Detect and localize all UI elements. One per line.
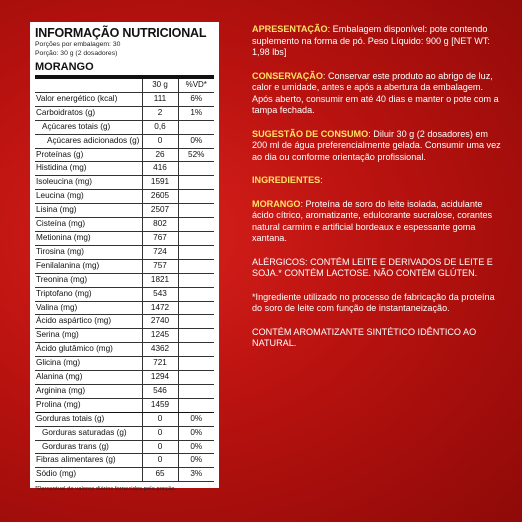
nutrient-amount: 1472 bbox=[142, 301, 178, 315]
nutrient-amount: 1591 bbox=[142, 176, 178, 190]
nutrient-vd bbox=[178, 315, 214, 329]
nutrient-vd bbox=[178, 343, 214, 357]
apresentacao-text: : Embalagem disponível: pote contendo suplemento na forma de pó. Peso Líquido: 900 g [NET WT: 1,98 lbs] bbox=[252, 24, 490, 57]
nutrient-amount: 767 bbox=[142, 231, 178, 245]
nutrient-vd bbox=[178, 329, 214, 343]
footnote: *Percentual de valores diários fornecidos pela porção. bbox=[35, 486, 177, 493]
nutrition-row bbox=[35, 259, 214, 273]
nutrition-row bbox=[35, 273, 214, 287]
nutrient-vd: 0% bbox=[178, 134, 214, 148]
apresentacao-paragraph bbox=[252, 24, 502, 59]
apresentacao-label: APRESENTAÇÃO bbox=[252, 24, 328, 34]
nutrition-row bbox=[35, 440, 214, 454]
nutrient-label: Valina (mg) bbox=[35, 301, 142, 315]
nutrient-label: Fenilalanina (mg) bbox=[35, 259, 142, 273]
nutrient-amount: 2507 bbox=[142, 204, 178, 218]
nutrient-label: Cisteína (mg) bbox=[35, 218, 142, 232]
morango-paragraph bbox=[252, 199, 502, 245]
nutrient-vd: 0% bbox=[178, 440, 214, 454]
table-header-row bbox=[35, 79, 214, 92]
header-vd: %VD* bbox=[178, 79, 214, 92]
nutrition-row bbox=[35, 245, 214, 259]
nutrient-vd bbox=[178, 218, 214, 232]
nutrition-row bbox=[35, 398, 214, 412]
conservacao-text: : Conservar este produto ao abrigo de luz, calor e umidade, antes e após a abertura da embalagem. Após aberto, consumir em até 40 dias e manter o pote com a tampa fechada. bbox=[252, 70, 499, 115]
nutrition-row bbox=[35, 426, 214, 440]
nutrient-label: Ácido aspártico (mg) bbox=[35, 315, 142, 329]
nutrient-vd bbox=[178, 384, 214, 398]
nutrient-vd bbox=[178, 398, 214, 412]
nutrient-label: Tirosina (mg) bbox=[35, 245, 142, 259]
nutrient-amount: 416 bbox=[142, 162, 178, 176]
nutrient-vd bbox=[178, 245, 214, 259]
nutrient-vd bbox=[178, 204, 214, 218]
nutrient-amount: 546 bbox=[142, 384, 178, 398]
nutrient-amount: 111 bbox=[142, 92, 178, 106]
nutrient-amount: 2 bbox=[142, 106, 178, 120]
nutrient-amount: 65 bbox=[142, 468, 178, 482]
nutrient-label: Açúcares totais (g) bbox=[35, 120, 142, 134]
nutrient-vd bbox=[178, 287, 214, 301]
nutrient-amount: 0 bbox=[142, 440, 178, 454]
nutrient-vd: 0% bbox=[178, 426, 214, 440]
nutrient-amount: 543 bbox=[142, 287, 178, 301]
nutrient-amount: 721 bbox=[142, 357, 178, 371]
nutrient-label: Valor energético (kcal) bbox=[35, 92, 142, 106]
nutrient-amount: 4362 bbox=[142, 343, 178, 357]
nutrient-label: Metionina (mg) bbox=[35, 231, 142, 245]
ingredientes-label: INGREDIENTES bbox=[252, 175, 321, 185]
nutrient-amount: 1245 bbox=[142, 329, 178, 343]
nutrition-facts-panel bbox=[30, 22, 219, 493]
servings-per-package: Porções por embalagem: 30 bbox=[35, 41, 121, 48]
flavor-name: MORANGO bbox=[35, 61, 94, 73]
nutrition-row bbox=[35, 315, 214, 329]
nutrient-label: Açúcares adicionados (g) bbox=[35, 134, 142, 148]
nutrition-row bbox=[35, 106, 214, 120]
nutrition-row bbox=[35, 412, 214, 426]
nutrition-row bbox=[35, 218, 214, 232]
nutrient-label: Alanina (mg) bbox=[35, 371, 142, 385]
nutrient-label: Treonina (mg) bbox=[35, 273, 142, 287]
conservacao-paragraph bbox=[252, 71, 502, 117]
nutrition-table bbox=[35, 79, 214, 482]
nutrition-row bbox=[35, 231, 214, 245]
nutrition-row bbox=[35, 468, 214, 482]
nutrition-title: INFORMAÇÃO NUTRICIONAL bbox=[35, 26, 207, 40]
nutrition-row bbox=[35, 343, 214, 357]
nutrient-label: Fibras alimentares (g) bbox=[35, 454, 142, 468]
nutrition-row bbox=[35, 176, 214, 190]
header-blank bbox=[35, 79, 142, 92]
nutrient-amount: 802 bbox=[142, 218, 178, 232]
nutrient-label: Carboidratos (g) bbox=[35, 106, 142, 120]
nutrient-label: Ácido glutâmico (mg) bbox=[35, 343, 142, 357]
nutrition-row bbox=[35, 120, 214, 134]
nutrient-vd bbox=[178, 357, 214, 371]
nutrient-label: Arginina (mg) bbox=[35, 384, 142, 398]
alergicos-paragraph: ALÉRGICOS: CONTÉM LEITE E DERIVADOS DE LEITE E SOJA.* CONTÉM LACTOSE. NÃO CONTÉM GLÚTEN. bbox=[252, 256, 493, 278]
morango-label: MORANGO bbox=[252, 198, 301, 209]
morango-text: : Proteína de soro do leite isolada, acidulante ácido cítrico, aromatizante, edulcorante sucralose, corantes natural carmim e artificial bordeaux e espessante goma xantana. bbox=[252, 198, 493, 243]
nutrient-vd bbox=[178, 259, 214, 273]
sugestao-paragraph bbox=[252, 129, 502, 164]
nutrient-amount: 1821 bbox=[142, 273, 178, 287]
nutrient-label: Glicina (mg) bbox=[35, 357, 142, 371]
nutrient-vd bbox=[178, 162, 214, 176]
nutrition-row bbox=[35, 329, 214, 343]
nutrient-vd: 0% bbox=[178, 412, 214, 426]
nutrition-row bbox=[35, 357, 214, 371]
nutrient-vd bbox=[178, 301, 214, 315]
nutrition-row bbox=[35, 287, 214, 301]
nutrient-label: Triptofano (mg) bbox=[35, 287, 142, 301]
nutrient-label: Sódio (mg) bbox=[35, 468, 142, 482]
nutrient-vd: 6% bbox=[178, 92, 214, 106]
header-amount: 30 g bbox=[142, 79, 178, 92]
sugestao-label: SUGESTÃO DE CONSUMO bbox=[252, 128, 369, 139]
ingredientes-paragraph bbox=[252, 175, 502, 187]
nutrient-vd: 3% bbox=[178, 468, 214, 482]
nutrition-row bbox=[35, 371, 214, 385]
nutrition-row bbox=[35, 384, 214, 398]
nutrient-amount: 0 bbox=[142, 454, 178, 468]
nutrition-row bbox=[35, 204, 214, 218]
nutrition-row bbox=[35, 148, 214, 162]
nutrient-amount: 1294 bbox=[142, 371, 178, 385]
nutrient-vd bbox=[178, 273, 214, 287]
product-info-column bbox=[252, 24, 502, 350]
nutrient-amount: 2605 bbox=[142, 190, 178, 204]
sugestao-text: : Diluir 30 g (2 dosadores) em 200 ml de água preferencialmente gelada. Consumir uma vez ao dia ou conforme orientação profissional. bbox=[252, 128, 501, 162]
nutrient-label: Histidina (mg) bbox=[35, 162, 142, 176]
nutrition-row bbox=[35, 454, 214, 468]
nutrient-label: Isoleucina (mg) bbox=[35, 176, 142, 190]
nutrient-vd bbox=[178, 231, 214, 245]
nutrient-label: Gorduras saturadas (g) bbox=[35, 426, 142, 440]
nutrient-amount: 0 bbox=[142, 426, 178, 440]
nutrient-label: Leucina (mg) bbox=[35, 190, 142, 204]
nutrition-row bbox=[35, 301, 214, 315]
nutrient-vd: 52% bbox=[178, 148, 214, 162]
nutrient-vd bbox=[178, 120, 214, 134]
nutrition-row bbox=[35, 92, 214, 106]
nutrient-amount: 0 bbox=[142, 412, 178, 426]
nutrient-vd bbox=[178, 190, 214, 204]
nutrient-vd: 0% bbox=[178, 454, 214, 468]
ingredientes-colon: : bbox=[320, 175, 323, 185]
nutrient-label: Gorduras totais (g) bbox=[35, 412, 142, 426]
nutrient-vd: 1% bbox=[178, 106, 214, 120]
nutrient-vd bbox=[178, 176, 214, 190]
nutrient-amount: 26 bbox=[142, 148, 178, 162]
nutrient-amount: 724 bbox=[142, 245, 178, 259]
aromatizante-note: CONTÉM AROMATIZANTE SINTÉTICO IDÊNTICO AO NATURAL. bbox=[252, 326, 477, 348]
nutrient-label: Proteínas (g) bbox=[35, 148, 142, 162]
ingrediente-note: *Ingrediente utilizado no processo de fabricação da proteína do soro de leite com função de instantaneização. bbox=[252, 291, 495, 313]
nutrient-amount: 0 bbox=[142, 134, 178, 148]
nutrient-amount: 2740 bbox=[142, 315, 178, 329]
nutrient-amount: 757 bbox=[142, 259, 178, 273]
nutrition-row bbox=[35, 162, 214, 176]
nutrient-label: Serina (mg) bbox=[35, 329, 142, 343]
conservacao-label: CONSERVAÇÃO bbox=[252, 70, 323, 81]
nutrient-label: Lisina (mg) bbox=[35, 204, 142, 218]
nutrient-vd bbox=[178, 371, 214, 385]
nutrient-amount: 1459 bbox=[142, 398, 178, 412]
nutrition-row bbox=[35, 134, 214, 148]
nutrient-label: Prolina (mg) bbox=[35, 398, 142, 412]
nutrient-label: Gorduras trans (g) bbox=[35, 440, 142, 454]
nutrition-row bbox=[35, 190, 214, 204]
nutrient-amount: 0,6 bbox=[142, 120, 178, 134]
serving-size: Porção: 30 g (2 dosadores) bbox=[35, 49, 118, 57]
